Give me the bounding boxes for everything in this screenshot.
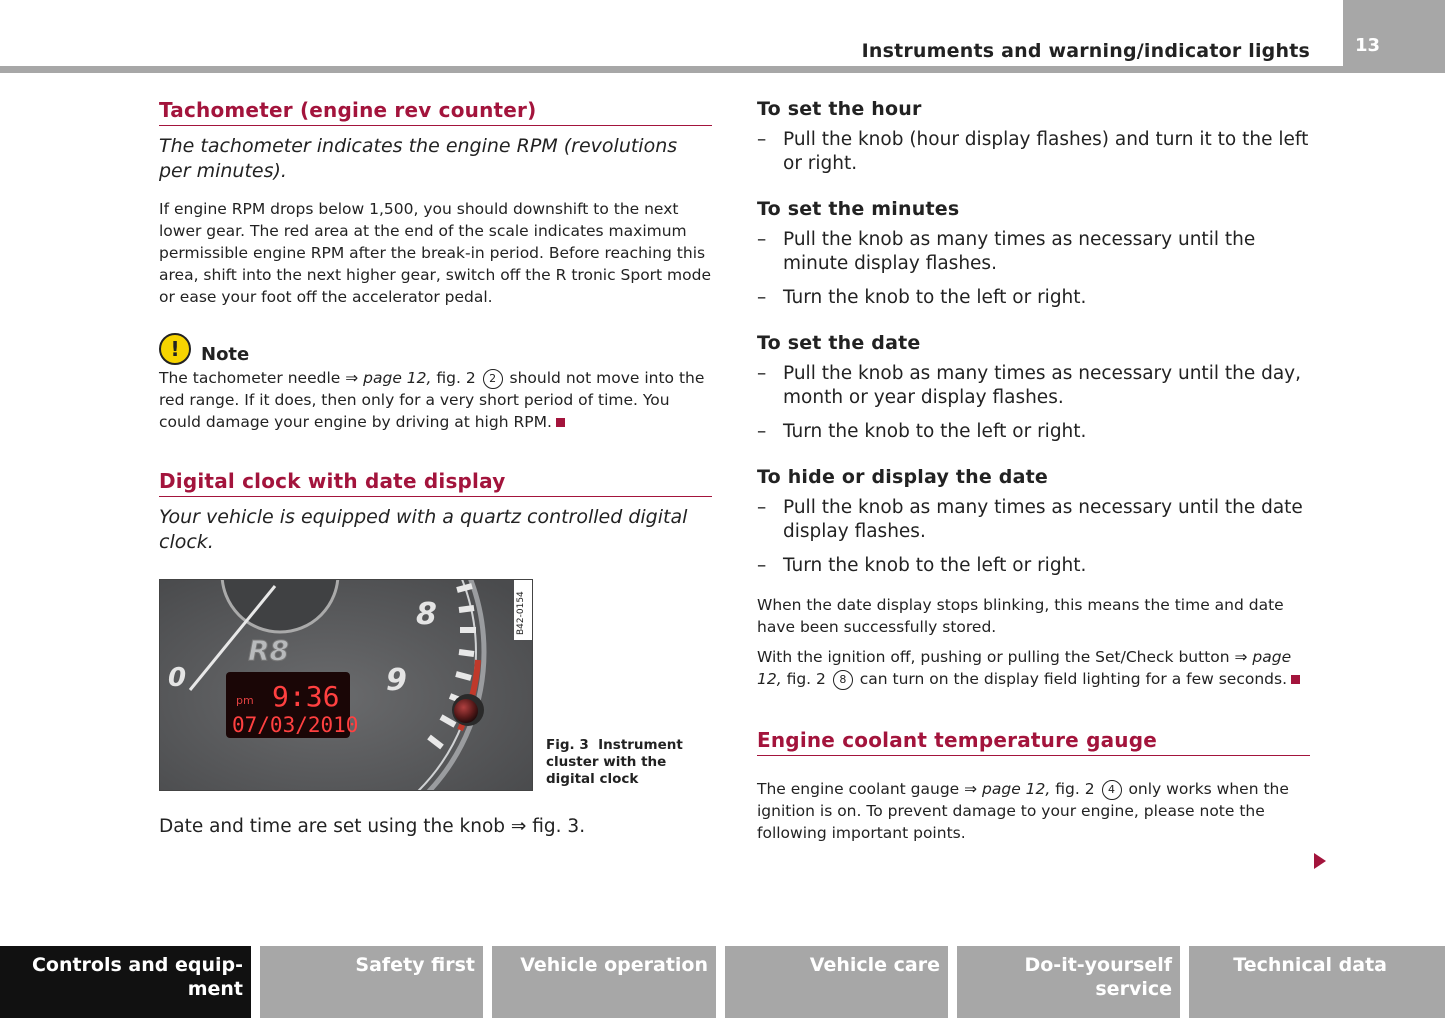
figure-block <box>159 579 712 791</box>
tab-safety-first[interactable]: Safety first <box>260 946 483 1018</box>
instrument-cluster-figure <box>159 579 533 791</box>
figure-code-strip <box>514 580 532 640</box>
note-text <box>159 367 712 433</box>
clock-heading: Digital clock with date display <box>159 469 712 497</box>
tachometer-heading: Tachometer (engine rev counter) <box>159 98 712 126</box>
display-time: 9:36 <box>272 680 340 713</box>
set-hour-heading: To set the hour <box>757 98 922 120</box>
coolant-heading: Engine coolant temperature gauge <box>757 728 1310 756</box>
note-text-post: should not move into the red range. If it does, then only for a very short period of time. You could damage your engine by driving at high RPM. <box>159 369 705 431</box>
list-item: – Pull the knob as many times as necessary until the date display flashes. <box>757 497 1303 542</box>
clock-knob <box>454 699 478 723</box>
hide-date-heading: To hide or display the date <box>757 466 1048 488</box>
callout-4: 4 <box>1102 780 1122 800</box>
list-item: – Turn the knob to the left or right. <box>757 555 1087 576</box>
figure-caption <box>546 737 716 788</box>
right-column <box>757 98 1310 844</box>
tab-technical-data[interactable]: Technical data <box>1189 946 1445 1018</box>
dial-digit-8: 8 <box>416 597 437 632</box>
list-item: – Pull the knob as many times as necessary until the day, month or year display flashes. <box>757 363 1301 408</box>
display-date: 07/03/2010 <box>232 713 359 737</box>
warning-icon: ! <box>159 333 191 365</box>
tab-do-it-yourself-service[interactable]: Do-it-yourself service <box>957 946 1180 1018</box>
instrument-cluster-illustration <box>160 580 533 791</box>
left-column <box>159 98 712 839</box>
dial-digit-0: 0 <box>168 663 187 693</box>
r8-logo: R8 <box>248 634 290 667</box>
note-page-link[interactable]: page 12, <box>363 369 432 387</box>
figure-caption-text: Instrument cluster with the digital clock <box>546 737 683 787</box>
tachometer-body: If engine RPM drops below 1,500, you should downshift to the next lower gear. The red area at the end of the scale indicates maximum permissible engine RPM after the break-in period. Before reaching this area, shift into the next higher gear, switch off the R tronic Sport mode or ease your foot off the accelerator pedal. <box>159 200 712 306</box>
page-number-tab <box>1343 0 1445 73</box>
set-date-heading: To set the date <box>757 332 921 354</box>
figure-caption-number: Fig. 3 <box>546 737 589 753</box>
set-minutes-heading: To set the minutes <box>757 198 960 220</box>
ignition-page-link[interactable]: page 12, <box>757 648 1292 688</box>
chapter-title: Instruments and warning/indicator lights <box>861 40 1310 62</box>
tab-vehicle-care[interactable]: Vehicle care <box>725 946 948 1018</box>
note-text-pre: The tachometer needle ⇒ <box>159 369 364 387</box>
continue-arrow-icon[interactable] <box>1314 853 1326 869</box>
page-number: 13 <box>1355 35 1381 56</box>
callout-8: 8 <box>833 670 853 690</box>
clock-intro: Your vehicle is equipped with a quartz controlled digital clock. <box>159 506 688 553</box>
ignition-text: With the ignition off, pushing or pulling the Set/Check button ⇒ page 12, fig. 2 8 can turn on the display field lighting for a few seconds. <box>757 646 1310 690</box>
end-of-section-icon <box>556 418 565 427</box>
list-item: – Turn the knob to the left or right. <box>757 287 1087 308</box>
list-item: – Pull the knob as many times as necessary until the minute display flashes. <box>757 229 1256 274</box>
list-item: – Turn the knob to the left or right. <box>757 421 1087 442</box>
list-item: – Pull the knob (hour display flashes) and turn it to the left or right. <box>757 129 1309 174</box>
callout-2: 2 <box>483 369 503 389</box>
note-header <box>159 332 712 365</box>
tab-controls-and-equipment[interactable]: Controls and equip- ment <box>0 946 251 1018</box>
tab-vehicle-operation[interactable]: Vehicle operation <box>492 946 716 1018</box>
dial-digit-9: 9 <box>386 663 407 698</box>
coolant-page-link[interactable]: page 12, <box>982 780 1051 798</box>
knob-instruction: Date and time are set using the knob ⇒ fig. 3. <box>159 816 586 837</box>
end-of-section-icon <box>1291 675 1300 684</box>
coolant-text: The engine coolant gauge ⇒ page 12, fig. 2 4 only works when the ignition is on. To prevent damage to your engine, please note the following important points. <box>757 780 1289 842</box>
tachometer-intro: The tachometer indicates the engine RPM (revolutions per minutes). <box>159 135 678 182</box>
note-fig-ref: fig. 2 <box>431 369 481 387</box>
note-block <box>159 332 712 433</box>
note-label: Note <box>201 344 250 365</box>
header-bar <box>0 66 1343 73</box>
figure-code: B42-0154 <box>516 591 526 635</box>
display-ampm: pm <box>236 694 254 707</box>
stored-text: When the date display stops blinking, this means the time and date have been successfully stored. <box>757 596 1284 636</box>
